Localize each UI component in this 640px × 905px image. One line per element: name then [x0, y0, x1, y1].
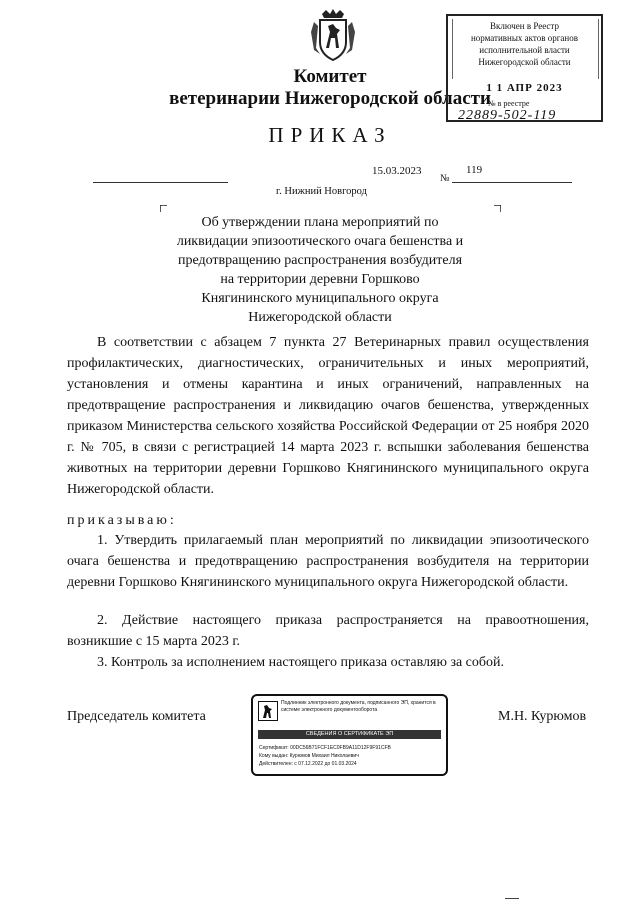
title-corner-right [494, 205, 501, 212]
esign-certificate: Сертификат: 00DC56B71FCF1EC0FB9A11D12F9F91CFB [259, 745, 391, 751]
title-line: Княгининского муниципального округа [201, 291, 439, 306]
document-title [170, 213, 470, 327]
title-line: предотвращению распространения возбудителя [177, 253, 463, 268]
stamp-line: нормативных актов органов [470, 33, 578, 43]
stamp-line: Нижегородской области [478, 57, 571, 67]
title-line: ликвидации эпизоотического очага бешенства и [176, 234, 464, 249]
order-item-1: 1. Утвердить прилагаемый план мероприятий по ликвидации эпизоотического очага бешенства и предотвращению распространения возбудителя на территории деревни Горшково Княгининского муниципального округа Нижегородской области. [67, 533, 589, 590]
page-footer-mark [505, 898, 519, 899]
organization-name: Комитет [293, 66, 367, 87]
title-corner-left [160, 205, 167, 212]
esign-certificate-bar: СВЕДЕНИЯ О СЕРТИФИКАТЕ ЭП [258, 730, 441, 739]
esign-issued-to: Кому выдан: Курюмов Михаил Николаевич [259, 753, 359, 759]
stamp-line: исполнительной власти [479, 45, 570, 55]
deer-emblem-icon [258, 701, 278, 721]
stamp-registry-number: 22889-502-119 [458, 108, 557, 123]
signatory-name: М.Н. Курюмов [498, 709, 587, 724]
title-line: на территории деревни Горшково [220, 272, 420, 287]
order-item-2: 2. Действие настоящего приказа распространяется на правоотношения, возникшие с 15 марта 2023 г. [67, 613, 589, 649]
city-name: г. Нижний Новгород [276, 186, 367, 197]
esign-validity: Действителен: с 07.12.2022 до 01.03.2024 [259, 761, 357, 767]
coat-of-arms-emblem [308, 8, 358, 62]
electronic-signature-stamp [251, 694, 448, 776]
number-sign: № [440, 173, 450, 184]
title-line: Об утверждении плана мероприятий по [201, 215, 439, 230]
stamp-date: 1 1 АПР 2023 [486, 82, 563, 94]
order-number: 119 [466, 164, 483, 176]
date-underline-left [93, 182, 228, 183]
preamble-paragraph: В соответствии с абзацем 7 пункта 27 Ветеринарных правил осуществления профилактических, диагностических, ограничительных и иных мероприятий, установления и отмены карантина и иных ограничений, направленных на предотвращение распространения и ликвидацию очагов бешенства, утвержденных приказом Министерства сельского хозяйства Российской Федерации от 25 ноября 2020 г. № 705, в связи с регистрацией 14 марта 2023 г. вспышки заболевания бешенства животных на территории деревни Горшково Княгининского муниципального округа Нижегородской области. [67, 335, 589, 497]
document-type-heading: ПРИКАЗ [268, 123, 392, 147]
title-line: Нижегородской области [248, 310, 392, 325]
esign-header-text: Подлинник электронного документа, подписанного ЭП, хранится в системе электронного документооборота [281, 700, 436, 713]
organization-name-continued: ветеринарии Нижегородской области [169, 88, 491, 109]
stamp-line: Включен в Реестр [490, 21, 559, 31]
stamp-registry-label: № в реестре [488, 99, 530, 108]
registry-stamp [446, 14, 603, 122]
order-word: приказываю: [67, 513, 177, 528]
number-underline [452, 182, 572, 183]
signatory-position: Председатель комитета [67, 709, 206, 724]
order-item-3: 3. Контроль за исполнением настоящего приказа оставляю за собой. [97, 655, 505, 670]
order-date: 15.03.2023 [372, 165, 422, 177]
